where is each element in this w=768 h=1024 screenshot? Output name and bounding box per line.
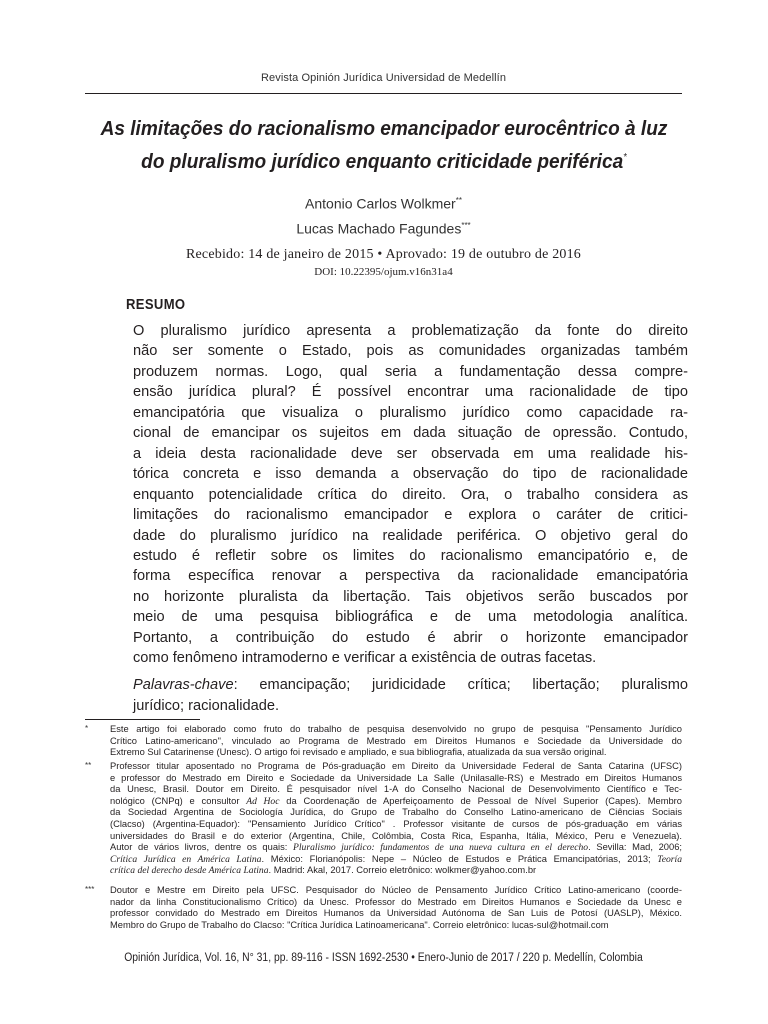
header-divider (85, 93, 682, 94)
abstract-line: não ser somente o Estado, pois as comunidades organizadas também (133, 343, 688, 360)
title-line-2-text: do pluralismo jurídico enquanto criticidade periférica (141, 149, 624, 173)
footnote-line (110, 796, 682, 808)
footnote-line (110, 854, 682, 866)
footnote-line: universidades do Brasil e do exterior (Argentina, Chile, Colômbia, Costa Rica, Espanha, Itália, México, Peru e Venezuela). (110, 830, 682, 841)
footnote-italic-text: Pluralismo jurídico: fundamentos de una nueva cultura en el derecho (293, 842, 589, 854)
abstract-heading: RESUMO (126, 297, 186, 313)
footnote-line: Este artigo foi elaborado como fruto do trabalho de pesquisa desenvolvido no grupo de pesquisa "Pensamento Jurídico (110, 724, 682, 734)
author-1-name: Antonio Carlos Wolkmer (305, 195, 456, 212)
keywords-line-2: jurídico; racionalidade. (133, 697, 280, 714)
footnote-3 (85, 885, 682, 931)
footnote-line: Doutor e Mestre em Direito pela UFSC. Pesquisador do Núcleo de Pensamento Jurídico Crítico Latino-americano (coorde- (110, 885, 682, 895)
title-footnote-mark: * (623, 152, 627, 163)
author-2-name: Lucas Machado Fagundes (296, 220, 462, 237)
author-1-footnote-mark: ** (455, 196, 462, 205)
abstract-line: no horizonte pluralista da libertação. Tais objetivos serão buscados por (133, 588, 688, 605)
footnote-text: . Sevilla: Mad, 2006; (588, 842, 682, 853)
abstract-line: a ideia desta racionalidade deve ser observada em uma realidade his- (133, 445, 688, 462)
abstract-line: Portanto, a contribuição do estudo é abrir o horizonte emancipador (133, 629, 688, 646)
abstract-line: enquanto potencialidade crítica do direito. Ora, o trabalho considera as (133, 486, 688, 503)
doi-link[interactable]: DOI: 10.22395/ojum.v16n31a4 (314, 266, 453, 278)
footnote-line (110, 865, 682, 877)
author-2 (85, 215, 682, 240)
journal-footer: Opinión Jurídica, Vol. 16, N° 31, pp. 89-116 - ISSN 1692-2530 • Enero-Junio de 2017 / 220 p. Medellín, Colombia (124, 952, 643, 964)
footnote-1-body (110, 724, 682, 759)
footnote-italic-text: Crítica Jurídica en América Latina (110, 853, 262, 865)
article-title (92, 114, 676, 176)
abstract-line: tórica concreta e isso demanda a observação do tipo de racionalidade (133, 466, 688, 483)
received-approved-dates: Recebido: 14 de janeiro de 2015 • Aprovado: 19 de outubro de 2016 (185, 247, 582, 262)
abstract-line: meio de uma pesquisa bibliográfica e de uma metodologia analítica. (133, 609, 688, 626)
abstract-line: dade do pluralismo jurídico na realidade periférica. O objetivo geral do (133, 527, 688, 544)
keywords (133, 675, 688, 716)
footnote-text: Autor de vários livros, dentre os quais: (110, 842, 294, 853)
footnote-2-body (110, 761, 682, 877)
journal-header: Revista Opinión Jurídica Universidad de Medellín (260, 72, 507, 84)
author-1 (85, 190, 682, 215)
footnote-line: nador da linha Constitucionalismo Crítico) da Unesc. Professor do Mestrado em Direitos Humanos e Sociedade da Unesc e (110, 896, 682, 907)
author-list (85, 190, 682, 239)
footnote-italic-text: Ad Hoc (246, 795, 280, 807)
footnote-italic-text: crítica del derecho desde América Latina (110, 865, 269, 877)
keywords-label: Palavras-chave (133, 677, 234, 693)
footnote-text: da Coordenação de Aperfeiçoamento de Pessoal de Nível Superior (Capes). Membro (279, 795, 682, 806)
footnote-line: Extremo Sul Catarinense (Unesc). O artigo foi revisado e ampliado, e sua bibliografia, atualizada da sua versão original. (110, 747, 607, 758)
abstract-line: como fenômeno intramoderno e verificar a existência de outras facetas. (133, 650, 597, 667)
abstract-line: emancipatória que visualiza o pluralismo jurídico como capacidade ra- (133, 404, 688, 421)
abstract-line: estudo é refletir sobre os limites do racionalismo emancipatório e, de (133, 547, 688, 564)
footnote-1 (85, 724, 682, 759)
title-line-1: As limitações do racionalismo emancipador eurocêntrico à luz (100, 117, 668, 140)
footnote-divider (85, 719, 200, 720)
footnote-line: (Clacso) (Argentina-Equador): "Pensamiento Jurídico Crítico" . Professor visitante de cursos de pós-graduação em várias (110, 818, 682, 829)
keywords-line-1 (133, 675, 688, 696)
abstract-line: O pluralismo jurídico apresenta a problematização da fonte do direito (133, 323, 688, 339)
footnote-2 (85, 761, 682, 877)
footnote-text: nológico (CNPq) e consultor (110, 795, 247, 806)
abstract-line: produzem normas. Logo, qual seria a fundamentação dessa compre- (133, 363, 688, 380)
abstract-body (133, 321, 688, 669)
abstract-line: ensão jurídica plural? É possível encontrar uma racionalidade de tipo (133, 384, 688, 401)
footnote-line: e professor do Mestrado em Direito e Sociedade da Universidade La Salle (Unilasalle-RS) e Mestrado em Direitos Humanos (110, 772, 682, 783)
abstract-line: cional de emancipar os sujeitos em dada situação de opressão. Contudo, (133, 425, 688, 442)
footnote-line: professor convidado do Mestrado em Direitos Humanos da Universidad Autónoma de San Luis de Potosí (UASLP), México. (110, 908, 682, 919)
abstract-line: limitações do racionalismo emancipador e explora o caráter de critici- (133, 507, 688, 524)
abstract-line: forma específica renovar a perspectiva da racionalidade emancipatória (133, 568, 688, 585)
footnote-text: . México: Florianópolis: Nepe – Núcleo de Estudos e Prática Emancipatórias, 2013; (261, 853, 658, 864)
footnote-line: Professor titular aposentado no Programa de Pós-graduação em Direito da Universidade Federal de Santa Catarina (UFSC) (110, 761, 682, 771)
footnote-line: da Sociedad Argentina de Sociología Jurídica, do Grupo de Trabalho do Conselho Latino-americano de Ciências Sociais (110, 807, 682, 818)
footnote-3-body (110, 885, 682, 931)
footnote-text: . Madrid: Akal, 2017. Correio eletrônico: wolkmer@yahoo.com.br (268, 865, 537, 876)
footnote-line: Crítico Latino-americano", vinculado ao Programa de Mestrado em Direitos Humanos e Sociedade da Universidade do (110, 735, 682, 746)
keywords-list-part-1: : emancipação; juridicidade crítica; libertação; pluralismo (233, 677, 688, 693)
author-2-footnote-mark: *** (461, 220, 471, 230)
footnote-2-marker: ** (85, 761, 92, 770)
title-line-2 (92, 143, 676, 176)
footnote-italic-text: Teoría (657, 853, 682, 865)
footnote-line (110, 842, 682, 854)
footnote-line: da Unesc, Brasil. Doutor em Direito. É pesquisador nível 1-A do Conselho Nacional de Desenvolvimento Científico e Tec- (110, 784, 682, 795)
footnote-line: Membro do Grupo de Trabalho do Clacso: "Crítica Jurídica Latinoamericana". Correio eletrônico: lucas-sul@hotmail.com (110, 919, 609, 930)
footnote-3-marker: *** (85, 885, 95, 894)
footnote-1-marker: * (85, 724, 89, 733)
